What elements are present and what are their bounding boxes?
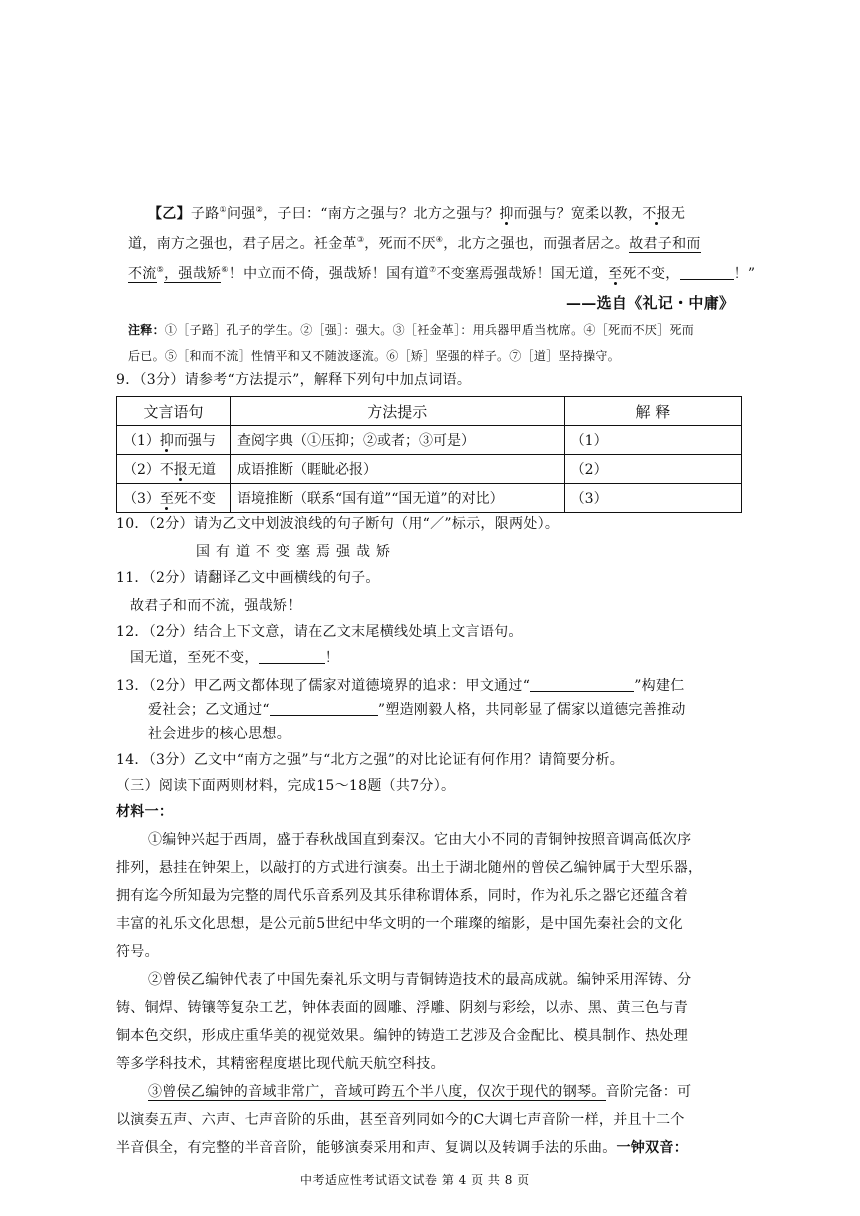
table-cell-hint: 语境推断（联系“国有道”“国无道”的对比） <box>230 484 564 513</box>
text: 音阶完备：可 <box>605 1084 692 1100</box>
notes-label: 注释： <box>128 323 165 337</box>
material-1-p2-line: 等多学科技术，其精密程度堪比现代航天航空科技。 <box>116 1056 445 1072</box>
question-11-sentence: 故君子和而不流，强哉矫！ <box>130 598 302 614</box>
question-14: 14．（3分）乙文中“南方之强”与“北方之强”的对比论证有何作用？请简要分析。 <box>116 752 625 768</box>
table-cell-hint: 查阅字典（①压抑；②或者；③可是） <box>230 426 564 455</box>
passage-source: ——选自《礼记・中庸》 <box>566 294 735 312</box>
text: 13．（2分）甲乙两文都体现了儒家对道德境界的追求：甲文通过“ <box>116 678 531 694</box>
passage-tag: 【乙】 <box>148 206 191 222</box>
answer-blank[interactable] <box>530 691 634 692</box>
table-cell-answer[interactable]: （1） <box>564 426 741 455</box>
question-13-line-1 <box>116 676 685 696</box>
table-cell-sentence <box>117 426 231 455</box>
table-header: 文言语句 <box>117 397 231 426</box>
dotted-word: 至 <box>159 491 174 507</box>
text: 国无道，至死不变， <box>130 650 259 666</box>
dotted-word: 报 <box>173 462 188 478</box>
text: 死不变， <box>622 266 680 282</box>
text: 无 <box>670 206 686 222</box>
material-1-p2-line: 铜本色交织，形成庄重华美的视觉效果。编钟的铸造工艺涉及合金配比、模具制作、热处理 <box>116 1028 688 1044</box>
underlined-text: 不流 <box>128 266 157 282</box>
question-10-sentence: 国有道不变塞焉强哉矫 <box>196 544 396 560</box>
passage-yi-line-3 <box>128 264 755 284</box>
material-1-p3-line <box>116 1138 688 1158</box>
answer-blank[interactable] <box>270 715 378 716</box>
text: ①［子路］孔子的学生。②［强］：强大。③［衽金革］：用兵器甲盾当枕席。④［死而不厌］死而 <box>164 323 695 337</box>
table-header: 方法提示 <box>230 397 564 426</box>
question-13-line-2 <box>148 700 686 720</box>
bold-text: 一钟双音： <box>616 1140 688 1156</box>
question-12-sentence <box>130 648 339 668</box>
material-1-p1-line: 丰富的礼乐文化思想，是公元前5世纪中华文明的一个璀璨的缩影，是中国先秦社会的文化 <box>116 916 683 932</box>
dotted-word: 不报 <box>642 206 671 222</box>
text: 道，南方之强也，君子居之。衽金革 <box>128 236 357 252</box>
note-mark: ⑤ <box>156 265 165 274</box>
text: 半音俱全，有完整的半音音阶，能够演奏采用和声、复调以及转调手法的乐曲。 <box>116 1140 617 1156</box>
answer-blank[interactable] <box>680 279 734 280</box>
table-cell-answer[interactable]: （3） <box>564 484 741 513</box>
text: ，子曰：“南方之强与？北方之强与？ <box>263 206 500 222</box>
text: ，死而不厌 <box>364 236 436 252</box>
question-13-line-3: 社会进步的核心思想。 <box>148 726 291 742</box>
material-1-title: 材料一： <box>116 804 174 820</box>
material-1-p1-line: 拥有迄今所知最为完整的周代乐音系列及其乐律称谓体系，同时，作为礼乐之器它还蕴含着 <box>116 888 688 904</box>
material-1-p3-line: 以演奏五声、六声、七声音阶的乐曲，甚至音列同如今的C大调七声音阶一样，并且十二个 <box>116 1112 685 1128</box>
underlined-text: ③曾侯乙编钟的音域非常广，音域可跨五个半八度，仅次于现代的钢琴。 <box>148 1084 606 1100</box>
text: ”塑造刚毅人格，共同彰显了儒家以道德完善推动 <box>377 702 686 718</box>
table-row <box>117 426 742 455</box>
note-mark: ② <box>255 205 264 214</box>
text: 而强与？宽柔以教， <box>513 206 643 222</box>
notes-line-2: 后已。⑤［和而不流］性情平和又不随波逐流。⑥［矫］坚强的样子。⑦［道］坚持操守。 <box>128 349 621 363</box>
table-header: 解 释 <box>564 397 741 426</box>
table-cell-sentence <box>117 455 231 484</box>
material-1-p1-line: 排列，悬挂在钟架上，以敲打的方式进行演奏。出土于湖北随州的曾侯乙编钟属于大型乐器， <box>116 860 703 876</box>
table-header-row <box>117 397 742 426</box>
material-1-p2-line: ②曾侯乙编钟代表了中国先秦礼乐文明与青铜铸造技术的最高成就。编钟采用浑铸、分 <box>148 972 692 988</box>
notes-line-1 <box>128 320 694 340</box>
material-1-p1-line: 符号。 <box>116 944 159 960</box>
question-11: 11．（2分）请翻译乙文中画横线的句子。 <box>116 570 380 586</box>
dotted-word: 抑 <box>159 433 174 449</box>
table-row <box>117 455 742 484</box>
text: （1） <box>123 433 160 449</box>
text: 无道 <box>187 462 216 478</box>
dotted-word: 抑 <box>499 206 514 222</box>
text: 死不变 <box>173 491 216 507</box>
text: 爱社会；乙文通过“ <box>148 702 270 718</box>
answer-table <box>116 396 742 513</box>
underlined-text: ，强哉矫 <box>164 266 222 282</box>
text: ！中立而不倚，强哉矫！国有道 <box>228 266 429 282</box>
question-10: 10．（2分）请为乙文中划波浪线的句子断句（用“／”标示，限两处）。 <box>116 516 560 532</box>
text: 而强与 <box>173 433 216 449</box>
text: 不变塞焉强哉矫！国无道， <box>436 266 609 282</box>
text: ”构建仁 <box>634 678 685 694</box>
note-mark: ④ <box>435 235 444 244</box>
text: ，北方之强也，而强者居之。 <box>443 236 630 252</box>
question-12: 12．（2分）结合上下文意，请在乙文末尾横线处填上文言语句。 <box>116 624 523 640</box>
text: （3） <box>123 491 160 507</box>
material-1-p1-line: ①编钟兴起于西周，盛于春秋战国直到秦汉。它由大小不同的青铜钟按照音调高低次序 <box>148 832 692 848</box>
note-mark: ⑥ <box>221 265 229 274</box>
section-3-heading: （三）阅读下面两则材料，完成15～18题（共7分）。 <box>116 778 456 794</box>
answer-blank[interactable] <box>259 663 325 664</box>
passage-yi-line-1 <box>148 204 685 224</box>
page-footer: 中考适应性考试语文试卷 第 4 页 共 8 页 <box>300 1173 530 1187</box>
table-cell-hint: 成语推断（睚眦必报） <box>230 455 564 484</box>
question-9: 9．（3分）请参考“方法提示”，解释下列句中加点词语。 <box>116 372 472 388</box>
table-row <box>117 484 742 513</box>
text: ！” <box>733 266 756 282</box>
table-cell-answer[interactable]: （2） <box>564 455 741 484</box>
text: 问强 <box>227 206 256 222</box>
dotted-word: 至 <box>608 266 623 282</box>
text: （2）不 <box>123 462 174 478</box>
note-mark: ⑦ <box>428 265 437 274</box>
text: 子路 <box>190 206 220 222</box>
passage-yi-line-2 <box>128 234 701 254</box>
note-mark: ③ <box>356 235 365 244</box>
underlined-text: 故君子和而 <box>629 236 701 252</box>
material-1-p3-line <box>148 1082 691 1102</box>
note-mark: ① <box>219 205 227 214</box>
text: ！ <box>324 650 340 666</box>
table-cell-sentence <box>117 484 231 513</box>
material-1-p2-line: 铸、铜焊、铸镶等复杂工艺，钟体表面的圆雕、浮雕、阴刻与彩绘，以赤、黑、黄三色与青 <box>116 1000 688 1016</box>
